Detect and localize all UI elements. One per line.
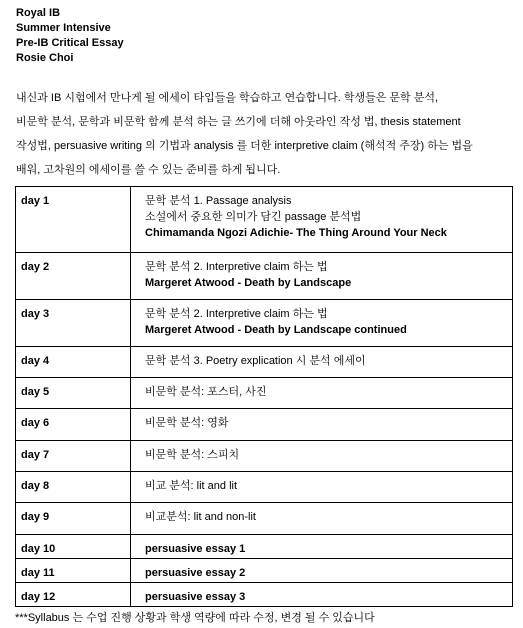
day-cell: day 3	[16, 300, 131, 347]
description-line: 배워, 고차원의 에세이를 쓸 수 있는 준비를 하게 됩니다.	[16, 164, 281, 176]
content-cell	[131, 535, 513, 559]
content-cell	[131, 187, 513, 253]
content-cell	[131, 441, 513, 472]
content-line: 문학 분석 2. Interpretive claim 하는 법	[145, 308, 328, 320]
content-line: 문학 분석 3. Poetry explication 시 분석 에세이	[145, 355, 366, 367]
instructor-name: Rosie Choi	[16, 52, 74, 64]
course-description	[16, 86, 516, 182]
program-term: Summer Intensive	[16, 22, 111, 34]
day-cell: day 7	[16, 441, 131, 472]
course-title: Pre-IB Critical Essay	[16, 37, 124, 49]
content-cell	[131, 583, 513, 607]
day-cell: day 1	[16, 187, 131, 253]
table-row	[16, 535, 513, 559]
description-line: 비문학 분석, 문학과 비문학 함께 분석 하는 글 쓰기에 더해 아웃라인 작성 법, thesis statement	[16, 116, 461, 128]
content-line: 비교분석: lit and non-lit	[145, 511, 256, 523]
content-cell	[131, 559, 513, 583]
table-row	[16, 559, 513, 583]
content-line: persuasive essay 1	[145, 543, 246, 555]
content-line: 문학 분석 2. Interpretive claim 하는 법	[145, 261, 328, 273]
description-line: 작성법, persuasive writing 의 기법과 analysis 를 더한 interpretive claim (해석적 주장) 하는 법을	[16, 140, 473, 152]
day-cell: day 4	[16, 347, 131, 378]
content-cell	[131, 503, 513, 535]
table-row	[16, 441, 513, 472]
syllabus-note: ***Syllabus 는 수업 진행 상황과 학생 역량에 따라 수정, 변경 될 수 있습니다	[15, 612, 375, 624]
reading-title: Margeret Atwood - Death by Landscape	[145, 277, 352, 289]
table-row	[16, 583, 513, 607]
content-line: 문학 분석 1. Passage analysis	[145, 195, 292, 207]
reading-title: Chimamanda Ngozi Adichie- The Thing Around Your Neck	[145, 227, 447, 239]
day-cell: day 2	[16, 253, 131, 300]
program-name: Royal IB	[16, 7, 61, 19]
content-line: 비문학 분석: 스피치	[145, 449, 240, 461]
table-row	[16, 187, 513, 253]
day-cell: day 8	[16, 472, 131, 503]
description-line: 내신과 IB 시험에서 만나게 될 에세이 타입들을 학습하고 연습합니다. 학생들은 문학 분석,	[16, 92, 439, 104]
table-row	[16, 472, 513, 503]
content-cell	[131, 409, 513, 441]
table-row	[16, 347, 513, 378]
content-cell	[131, 378, 513, 409]
table-row	[16, 409, 513, 441]
content-cell	[131, 347, 513, 378]
reading-title: Margeret Atwood - Death by Landscape continued	[145, 324, 407, 336]
day-cell: day 12	[16, 583, 131, 607]
content-cell	[131, 300, 513, 347]
day-cell: day 10	[16, 535, 131, 559]
day-cell: day 11	[16, 559, 131, 583]
day-cell: day 6	[16, 409, 131, 441]
day-cell: day 5	[16, 378, 131, 409]
day-cell: day 9	[16, 503, 131, 535]
table-row	[16, 378, 513, 409]
table-row	[16, 300, 513, 347]
table-row	[16, 253, 513, 300]
content-line: 비문학 분석: 포스터, 사진	[145, 386, 267, 398]
content-cell	[131, 472, 513, 503]
syllabus-table	[15, 186, 513, 607]
content-line: persuasive essay 3	[145, 591, 246, 603]
content-cell	[131, 253, 513, 300]
document-header	[16, 6, 124, 66]
content-line: 비교 분석: lit and lit	[145, 480, 238, 492]
content-line: persuasive essay 2	[145, 567, 246, 579]
table-row	[16, 503, 513, 535]
content-line: 소설에서 중요한 의미가 담긴 passage 분석법	[145, 211, 362, 223]
content-line: 비문학 분석: 영화	[145, 417, 229, 429]
